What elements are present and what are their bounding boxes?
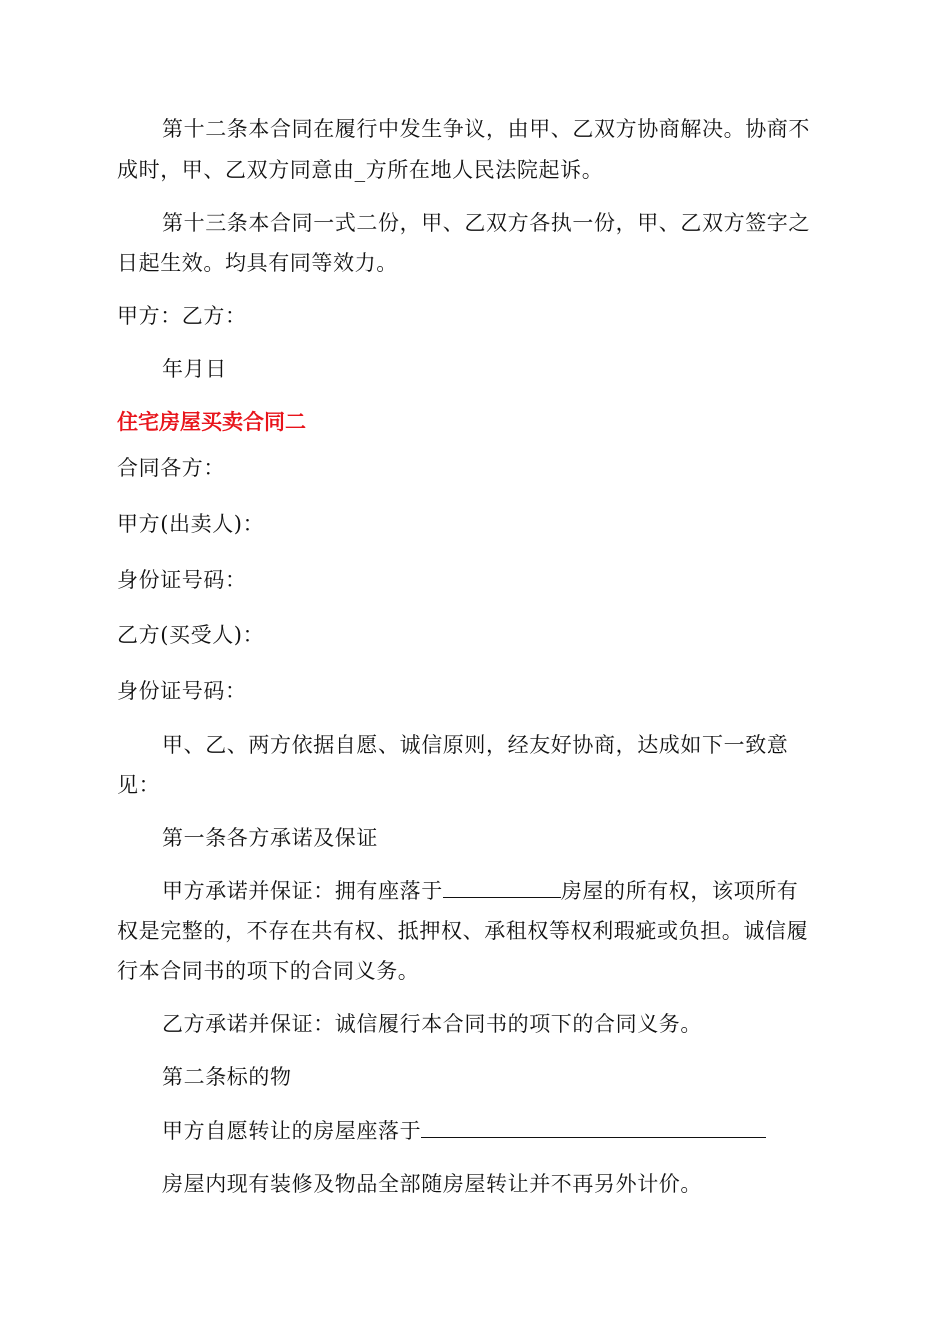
article-2-title: 第二条标的物 [162,1065,292,1089]
party-b-promise: 乙方承诺并保证：诚信履行本合同书的项下的合同义务。 [162,1012,702,1036]
article-13-line-1: 第十三条本合同一式二份，甲、乙双方各执一份，甲、乙双方签字之 [162,211,810,235]
contract-two-title: 住宅房屋买卖合同二 [117,410,306,434]
agreement-line-2: 见： [117,773,161,797]
property-location-line [117,1117,882,1145]
party-a-promise-line-1 [117,877,882,905]
party-a-line: 甲方(出卖人)： [117,512,265,536]
article-1-title: 第一条各方承诺及保证 [162,826,378,850]
article-12-line-2: 成时，甲、乙双方同意由_方所在地人民法院起诉。 [117,158,604,182]
property-address-blank [443,877,561,898]
furnishings-note: 房屋内现有装修及物品全部随房屋转让并不再另外计价。 [162,1172,702,1196]
agreement-line-1: 甲、乙、两方依据自愿、诚信原则，经友好协商，达成如下一致意 [162,733,789,757]
id-number-b-line: 身份证号码： [117,679,247,703]
parties-label: 合同各方： [117,456,225,480]
party-a-promise-suffix: 房屋的所有权，该项所有 [560,879,799,903]
date-line: 年月日 [162,357,227,381]
property-location-label: 甲方自愿转让的房屋座落于 [162,1119,422,1143]
signature-line: 甲方：乙方： [117,304,247,328]
party-a-promise-line-3: 行本合同书的项下的合同义务。 [117,959,420,983]
party-a-promise-line-2: 权是完整的，不存在共有权、抵押权、承租权等权利瑕疵或负担。诚信履 [117,919,809,943]
id-number-a-line: 身份证号码： [117,568,247,592]
property-location-blank [421,1117,766,1138]
article-12-line-1: 第十二条本合同在履行中发生争议，由甲、乙双方协商解决。协商不 [162,117,810,141]
party-b-line: 乙方(买受人)： [117,623,265,647]
party-a-promise-prefix: 甲方承诺并保证：拥有座落于 [162,879,443,903]
article-13-line-2: 日起生效。均具有同等效力。 [117,251,398,275]
